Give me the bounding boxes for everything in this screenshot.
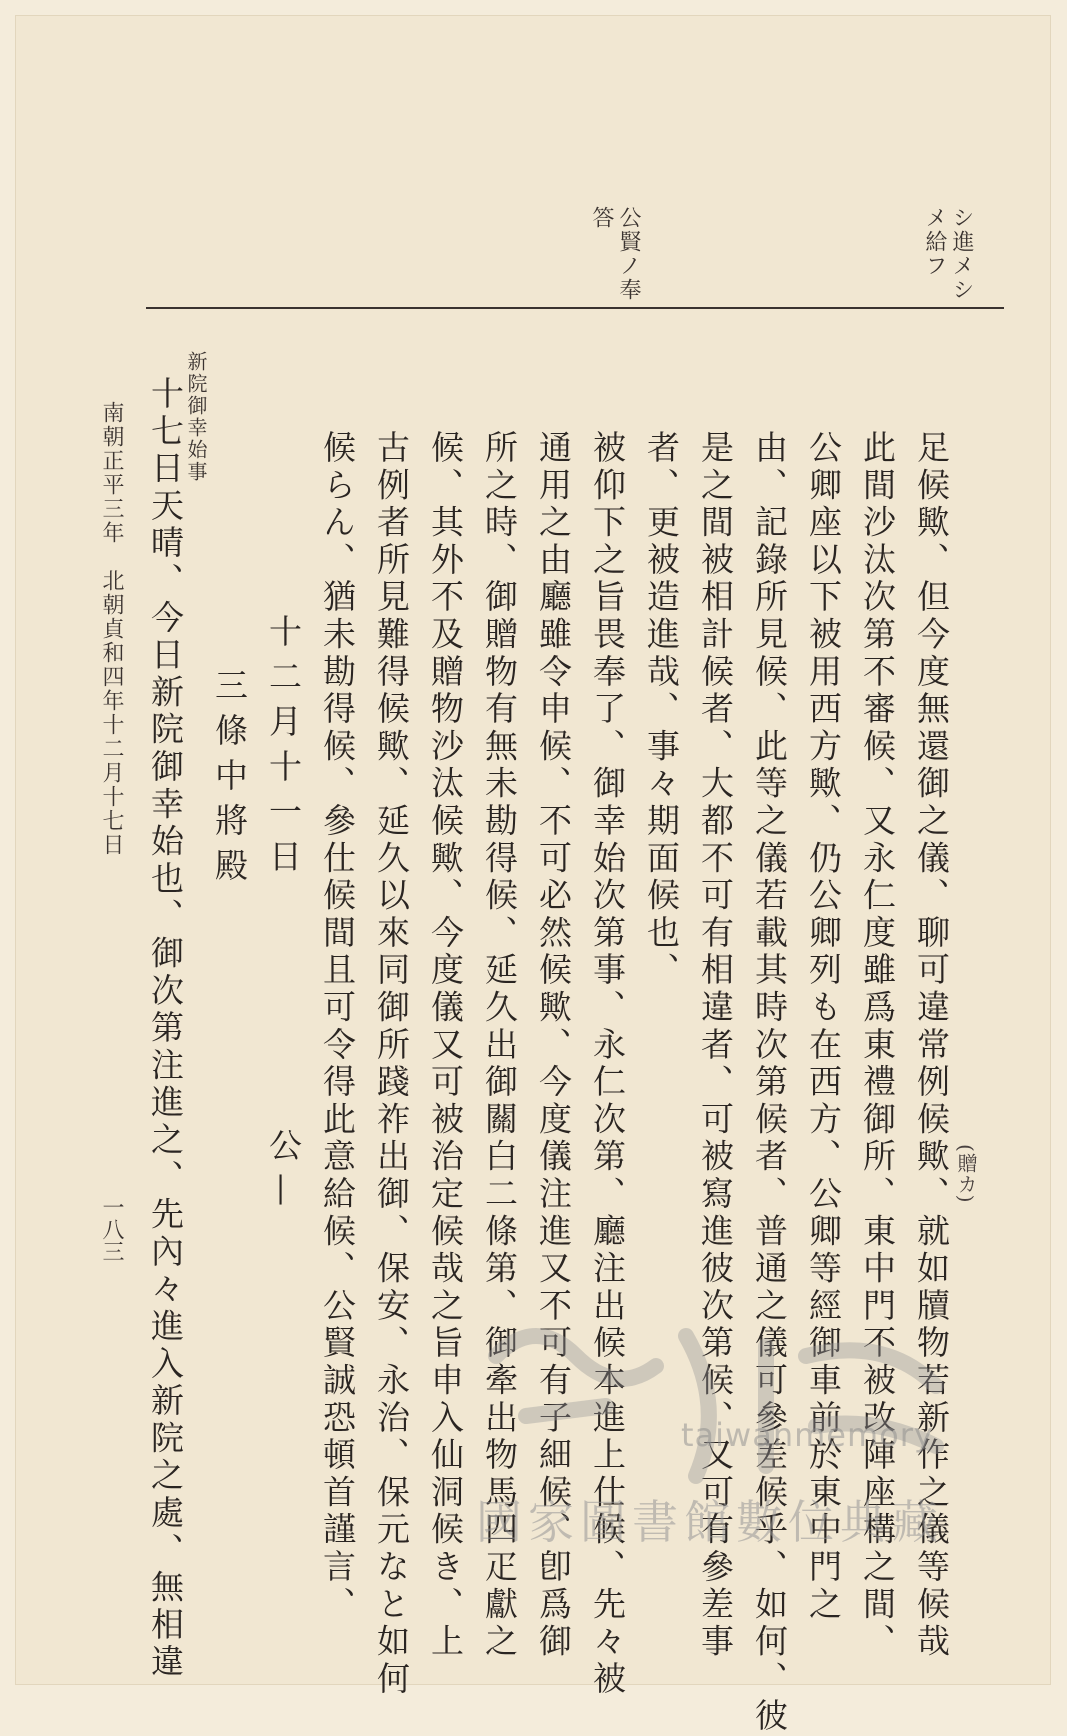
body-line: 被仰下之旨畏奉了、御幸始次第事、永仁次第、廳注出候本進上仕候、先々被	[588, 430, 627, 1699]
document-page	[16, 16, 1050, 1736]
footer-era-line: 南朝正平三年 北朝貞和四年十二月十七日	[99, 401, 124, 857]
letter-sender: 公—	[264, 1128, 303, 1218]
margin-note-1-line-1: シ進メシ	[949, 206, 974, 302]
body-line: 足候歟、但今度無還御之儀、聊可違常例候歟、就如牘物若新作之儀等候哉	[912, 430, 951, 1661]
body-line: 古例者所見難得候歟、延久以來同御所踐祚出御、保安、永治、保元なと如何	[372, 430, 411, 1699]
editorial-note: (贈カ)	[954, 1144, 978, 1204]
body-line: 候らん、猶未勘得候、參仕候間且可令得此意給候、公賢誠恐頓首謹言、	[318, 430, 357, 1624]
letter-date: 十二月十一日	[264, 614, 303, 884]
margin-note-1-line-2: メ給フ	[922, 206, 947, 278]
margin-note-2-line-2: 答	[589, 206, 614, 230]
watermark-latin: taiwanmemory	[681, 1416, 934, 1454]
margin-note-2-line-1: 公賢ノ奉	[616, 206, 641, 302]
body-line: 是之間被相計候者、大都不可有相違者、可被寫進彼次第候、又可有參差事	[696, 430, 735, 1661]
watermark-text: 國家圖書館數位典藏	[476, 1495, 944, 1549]
letter-recipient: 三條中將殿	[210, 668, 249, 893]
entry-text: 十七日天晴、今日新院御幸始也、御次第注進之、先內々進入新院之處、無相違	[146, 376, 185, 1682]
body-line: 所之時、御贈物有無未勘得候、延久出御關白二條第、御牽出物馬四疋獻之	[480, 430, 519, 1661]
body-line: 通用之由廳雖令申候、不可必然候歟、今度儀注進又不可有子細候、卽爲御	[534, 430, 573, 1661]
body-line: 候、其外不及贈物沙汰候歟、今度儀又可被治定候哉之旨申入仙洞候き、上	[426, 430, 465, 1661]
header-rule	[146, 307, 1004, 309]
body-line: 此間沙汰次第不審候、又永仁度雖爲東禮御所、東中門不被改陣座構之間、	[858, 430, 897, 1661]
body-line: 者、更被造進哉、事々期面候也、	[642, 430, 681, 990]
page-number: 一八三	[99, 1196, 124, 1262]
body-line: 公卿座以下被用西方歟、仍公卿列も在西方、公卿等經御車前於東中門之	[804, 430, 843, 1624]
body-line: 由、記錄所見候、此等之儀若載其時次第候者、普通之儀可參差候乎、如何、彼	[750, 430, 789, 1736]
entry-heading: 新院御幸始事	[184, 351, 208, 483]
